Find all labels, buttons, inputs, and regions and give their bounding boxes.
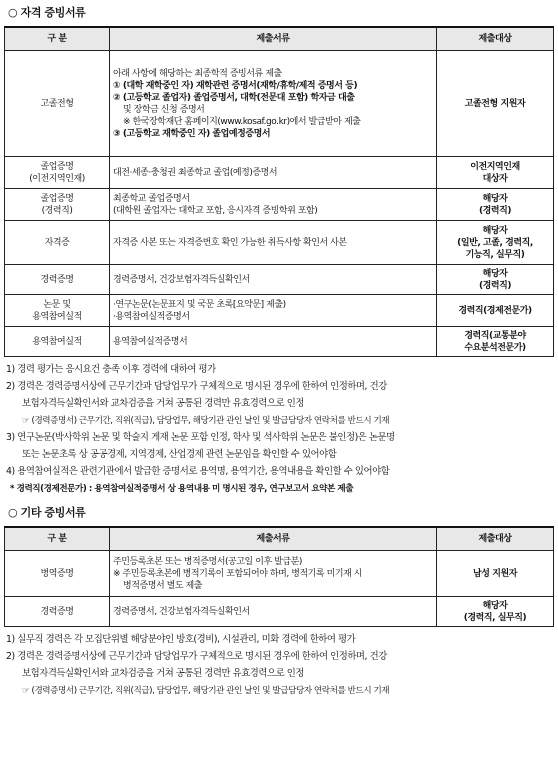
section-title-qualification: ○ 자격 증빙서류 [8, 6, 86, 19]
table-row [5, 597, 554, 627]
category-cell: 고졸전형 [5, 51, 110, 157]
table-row [5, 157, 554, 189]
target-cell: 고졸전형 지원자 [437, 51, 554, 157]
note-2-cont: 보험자격득실확인서와 교차검증을 거쳐 공통된 경력만 유효경력으로 인정 [22, 668, 304, 679]
table-header-row [5, 527, 554, 551]
header-documents: 제출서류 [110, 27, 437, 51]
table-header-row [5, 27, 554, 51]
documents-cell: ·연구논문(논문표지 및 국문 초록[요약문] 제출) ·용역참여실적증명서 [110, 295, 437, 327]
table-row [5, 221, 554, 265]
category-cell: 자격증 [5, 221, 110, 265]
target-cell: 경력직(경제전문가) [437, 295, 554, 327]
documents-cell: 경력증명서, 건강보험자격득실확인서 [110, 265, 437, 295]
target-cell: 해당자 (경력직) [437, 189, 554, 221]
note-2-ref: ☞ (경력증명서) 근무기간, 직위(직급), 담당업무, 해당기관 관인 날인 및 발급담당자 연락처를 반드시 기재 [22, 416, 390, 426]
documents-cell: 주민등록초본 또는 병적증명서(공고일 이후 발급분) ※ 주민등록초본에 병적기록이 포함되어야 하며, 병적기록 미기재 시 병적증명서 별도 제출 [110, 551, 437, 597]
category-cell: 용역참여실적 [5, 327, 110, 357]
note-1: 1) 실무직 경력은 각 모집단위별 해당분야인 방호(경비), 시설관리, 미화 경력에 한하여 평가 [6, 634, 356, 645]
note-3-cont: 또는 논문초록 상 공공경제, 지역경제, 산업경제 관련 논문임을 확인할 수 있어야함 [22, 449, 337, 460]
other-docs-table [4, 526, 554, 627]
note-2-ref: ☞ (경력증명서) 근무기간, 직위(직급), 담당업무, 해당기관 관인 날인 및 발급담당자 연락처를 반드시 기재 [22, 686, 390, 696]
note-asterisk: * 경력직(경제전문가) : 용역참여실적증명서 상 용역내용 미 명시된 경우, 연구보고서 요약본 제출 [10, 484, 354, 494]
category-cell: 논문 및 용역참여실적 [5, 295, 110, 327]
category-cell: 병역증명 [5, 551, 110, 597]
qualification-notes [4, 363, 554, 496]
target-cell: 해당자 (일반, 고졸, 경력직, 기능직, 실무직) [437, 221, 554, 265]
target-cell: 남성 지원자 [437, 551, 554, 597]
note-2-cont: 보험자격득실확인서와 교차검증을 거쳐 공통된 경력만 유효경력으로 인정 [22, 398, 304, 409]
note-2: 2) 경력은 경력증명서상에 근무기간과 담당업무가 구체적으로 명시된 경우에 한하여 인정하며, 건강 [6, 381, 387, 392]
documents-cell: 아래 사항에 해당하는 최종학적 증빙서류 제출 ① (대학 재학중인 자) 재학관련 증명서(재학/휴학/제적 증명서 등) ② (고등학교 졸업자) 졸업증명서, 대학(전문대 포함) 학자금 대출 및 장학금 신청 증명서 ※ 한국장학재단 홈페이지(www.kosaf.go.kr)에서 발급받아 제출 ③ (고등학교 재학중인 자) 졸업예정증명서 [110, 51, 437, 157]
documents-cell: 최종학교 졸업증명서 (대학원 졸업자는 대학교 포함, 응시자격 증빙학위 포함) [110, 189, 437, 221]
note-2: 2) 경력은 경력증명서상에 근무기간과 담당업무가 구체적으로 명시된 경우에 한하여 인정하며, 건강 [6, 651, 387, 662]
table-row [5, 327, 554, 357]
target-cell: 이전지역인재 대상자 [437, 157, 554, 189]
table-row [5, 189, 554, 221]
other-notes [4, 633, 554, 698]
header-target: 제출대상 [437, 527, 554, 551]
note-3: 3) 연구논문(박사학위 논문 및 학술지 게재 논문 포함 인정, 학사 및 석사학위 논문은 불인정)은 논문명 [6, 432, 395, 443]
target-cell: 해당자 (경력직) [437, 265, 554, 295]
table-row [5, 295, 554, 327]
section-title-other: ○ 기타 증빙서류 [8, 506, 86, 519]
target-cell: 경력직(교통분야 수요분석전문가) [437, 327, 554, 357]
header-documents: 제출서류 [110, 527, 437, 551]
documents-cell: 경력증명서, 건강보험자격득실확인서 [110, 597, 437, 627]
documents-cell: 자격증 사본 또는 자격증번호 확인 가능한 취득사항 확인서 사본 [110, 221, 437, 265]
category-cell: 경력증명 [5, 597, 110, 627]
category-cell: 졸업증명 (경력직) [5, 189, 110, 221]
documents-cell: 대전·세종·충청권 최종학교 졸업(예정)증명서 [110, 157, 437, 189]
target-cell: 해당자 (경력직, 실무직) [437, 597, 554, 627]
documents-cell: 용역참여실적증명서 [110, 327, 437, 357]
header-category: 구 분 [5, 27, 110, 51]
qualification-docs-table [4, 26, 554, 357]
note-4: 4) 용역참여실적은 관련기관에서 발급한 증명서로 용역명, 용역기간, 용역내용을 확인할 수 있어야함 [6, 466, 390, 477]
category-cell: 졸업증명 (이전지역인재) [5, 157, 110, 189]
header-target: 제출대상 [437, 27, 554, 51]
table-row [5, 51, 554, 157]
note-1: 1) 경력 평가는 응시요건 충족 이후 경력에 대하여 평가 [6, 364, 216, 375]
header-category: 구 분 [5, 527, 110, 551]
category-cell: 경력증명 [5, 265, 110, 295]
table-row [5, 551, 554, 597]
table-row [5, 265, 554, 295]
